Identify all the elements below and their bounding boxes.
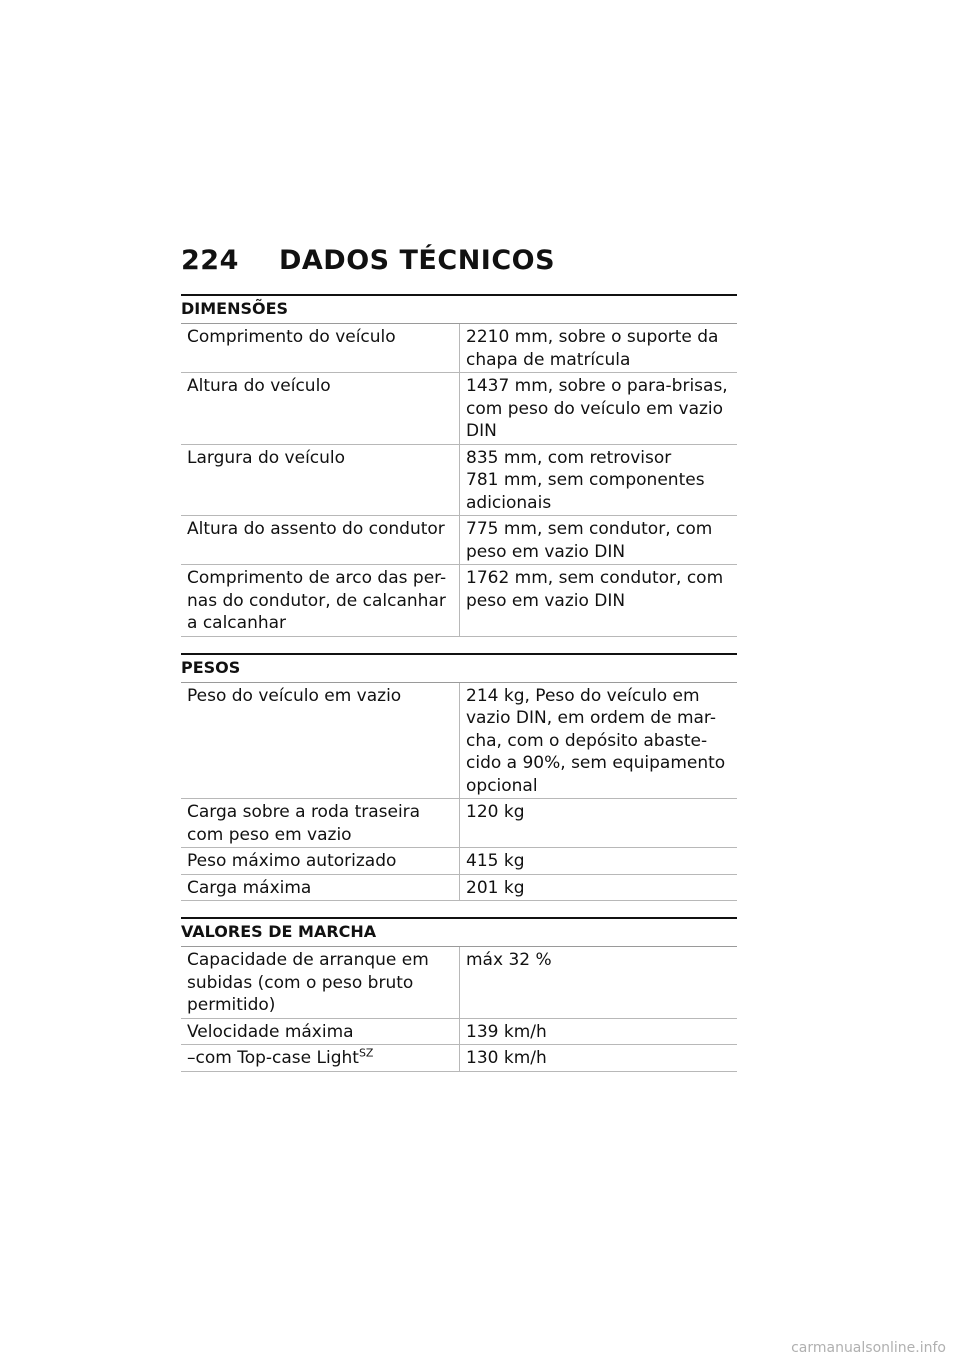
spec-value: 201 kg	[460, 874, 738, 901]
spec-label: Largura do veículo	[181, 444, 460, 516]
spec-value-line: 835 mm, com retrovisor	[466, 447, 672, 468]
section-valores-de-marcha	[181, 917, 737, 1072]
spec-value: 775 mm, sem condutor, com peso em vazio DIN	[460, 516, 738, 565]
spec-table	[181, 947, 737, 1072]
section-title: PESOS	[181, 655, 737, 683]
table-row	[181, 565, 737, 637]
spec-value: 1762 mm, sem condutor, com peso em vazio DIN	[460, 565, 738, 637]
spec-label: Carga sobre a roda traseira com peso em vazio	[181, 799, 460, 848]
table-row	[181, 874, 737, 901]
watermark: carmanualsonline.info	[791, 1340, 946, 1356]
spec-value-line: 781 mm, sem componentes adicionais	[466, 470, 705, 513]
table-row	[181, 373, 737, 445]
spec-value	[460, 444, 738, 516]
spec-label: Peso do veículo em vazio	[181, 683, 460, 799]
spec-label-superscript: SZ	[358, 1046, 374, 1060]
spec-value: 214 kg, Peso do veículo em vazio DIN, em ordem de mar-cha, com o depósito abaste-cido a 90%, sem equipamento opcional	[460, 683, 738, 799]
spec-table	[181, 683, 737, 902]
spec-label: Comprimento do veículo	[181, 324, 460, 373]
spec-label: Peso máximo autorizado	[181, 848, 460, 875]
page-title: DADOS TÉCNICOS	[279, 245, 556, 276]
spec-label: Velocidade máxima	[181, 1018, 460, 1045]
spec-label: Altura do assento do condutor	[181, 516, 460, 565]
table-row	[181, 516, 737, 565]
table-row	[181, 848, 737, 875]
spec-label-with-sup	[181, 1045, 460, 1072]
section-title: DIMENSÕES	[181, 296, 737, 324]
spec-value: 2210 mm, sobre o suporte da chapa de matrícula	[460, 324, 738, 373]
spec-label: Altura do veículo	[181, 373, 460, 445]
table-row	[181, 683, 737, 799]
table-row	[181, 1018, 737, 1045]
spec-value: 130 km/h	[460, 1045, 738, 1072]
table-row	[181, 444, 737, 516]
spec-value: 139 km/h	[460, 1018, 738, 1045]
spec-table	[181, 324, 737, 637]
spec-value: 415 kg	[460, 848, 738, 875]
spec-value: 1437 mm, sobre o para-brisas, com peso do veículo em vazio DIN	[460, 373, 738, 445]
table-row	[181, 1045, 737, 1072]
table-row	[181, 324, 737, 373]
spec-label: Comprimento de arco das per-nas do condutor, de calcanhar a calcanhar	[181, 565, 460, 637]
spec-label: Carga máxima	[181, 874, 460, 901]
section-dimensoes	[181, 294, 737, 637]
table-row	[181, 799, 737, 848]
section-pesos	[181, 653, 737, 902]
spec-label: –com Top-case Light	[187, 1048, 359, 1068]
page-header	[181, 245, 737, 276]
section-title: VALORES DE MARCHA	[181, 919, 737, 947]
spec-value: 120 kg	[460, 799, 738, 848]
document-page	[181, 245, 737, 1072]
table-row	[181, 947, 737, 1018]
spec-label: Capacidade de arranque em subidas (com o peso bruto permitido)	[181, 947, 460, 1018]
page-number: 224	[181, 245, 239, 276]
spec-value: máx 32 %	[460, 947, 738, 1018]
